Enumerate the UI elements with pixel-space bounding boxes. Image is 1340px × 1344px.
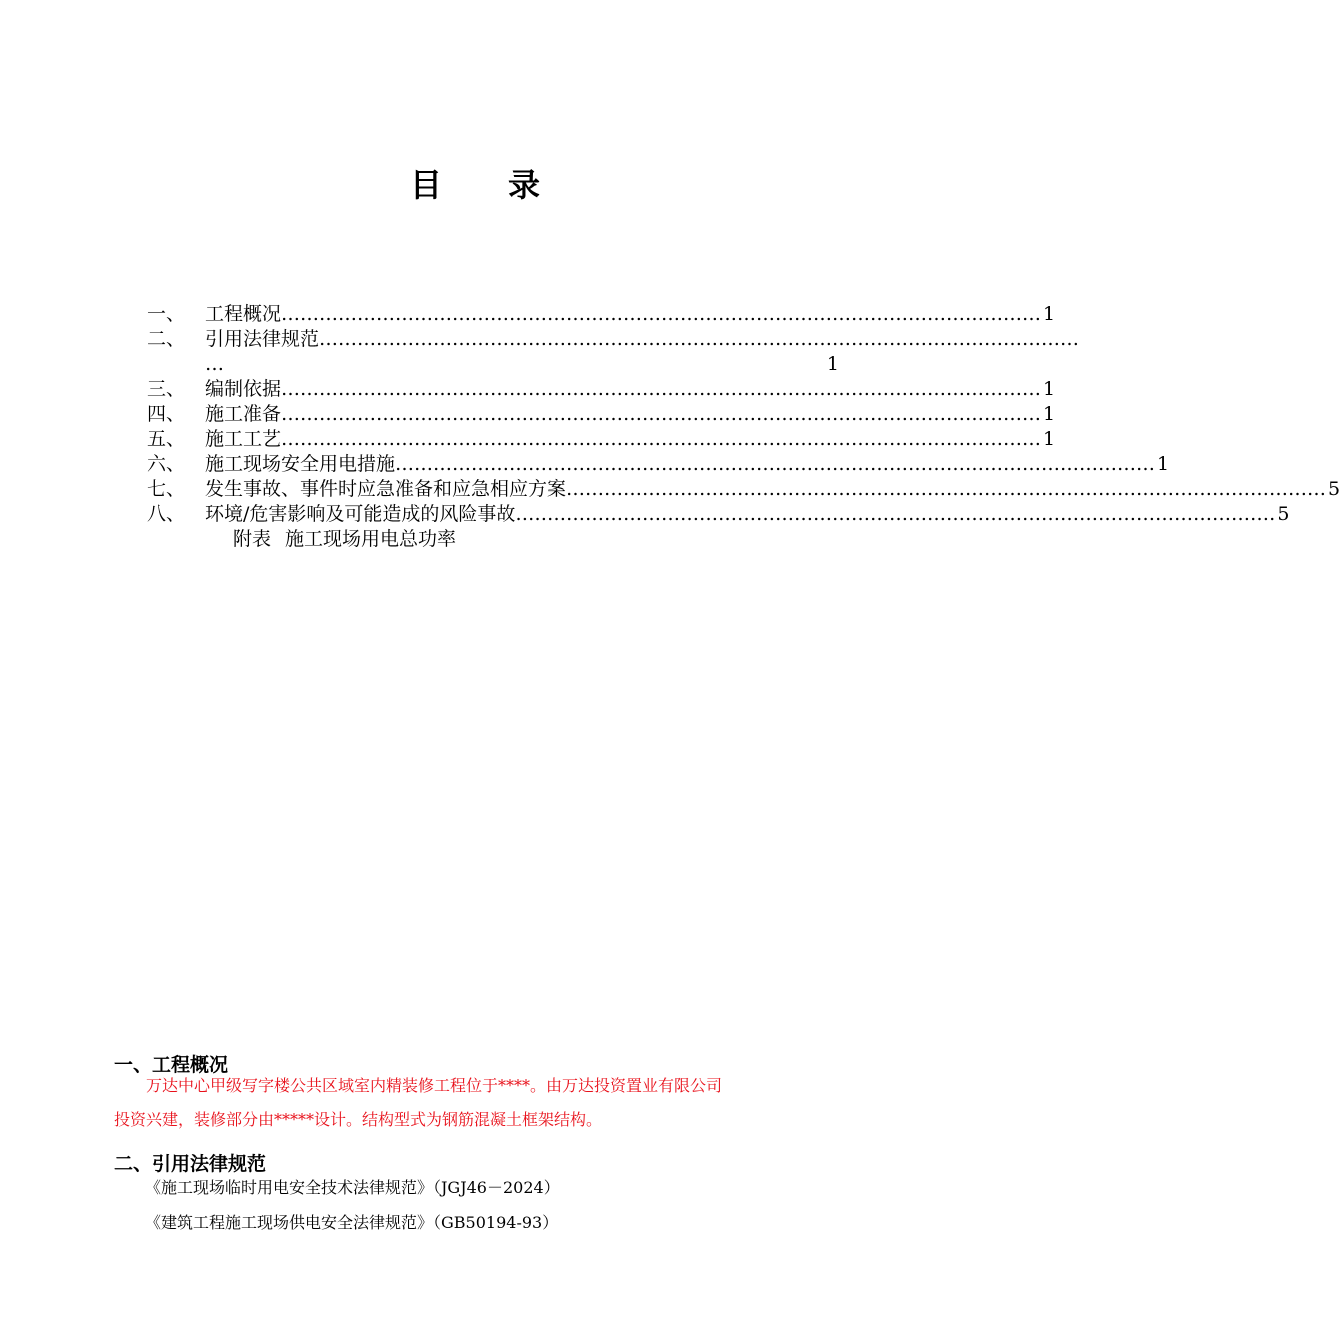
- toc-leader-dots: …………………………………………………………………………………………………………: [515, 503, 1276, 525]
- toc-leader-dots: …………………………………………………………………………………………………………: [281, 428, 1042, 450]
- toc-entry[interactable]: [147, 427, 1056, 452]
- section-heading-references: 二、引用法律规范: [114, 1153, 267, 1175]
- toc-entry-number: 五、: [147, 428, 186, 450]
- toc-entry[interactable]: [147, 327, 1080, 352]
- toc-entry-number: 八、: [147, 503, 186, 525]
- toc-leader-dots: …………………………………………………………………………………………………………: [395, 453, 1156, 475]
- overview-line: 万达中心甲级写字楼公共区域室内精装修工程位于****。由万达投资置业有限公司: [146, 1076, 723, 1095]
- toc-entry-page: 5: [1277, 503, 1290, 525]
- toc-leader-dots: …………………………………………………………………………………………………………: [281, 378, 1042, 400]
- toc-entry[interactable]: [147, 477, 1340, 502]
- toc-entry-number: 四、: [147, 403, 186, 425]
- toc-leader-dots: …………………………………………………………………………………………………………: [566, 478, 1327, 500]
- toc-leader-dots: …………………………………………………………………………………………………………: [281, 403, 1042, 425]
- toc-entry[interactable]: [147, 377, 1056, 402]
- toc-entry-page: 1: [1043, 378, 1056, 400]
- toc-leader-dots: …: [205, 353, 224, 375]
- toc-leader-dots: …………………………………………………………………………………………………………: [319, 328, 1080, 350]
- reference-item: 《建筑工程施工现场供电安全法律规范》（GB50194-93）: [145, 1213, 559, 1232]
- toc-title-char-2: 录: [508, 166, 541, 204]
- toc-leader-dots: …………………………………………………………………………………………………………: [281, 303, 1042, 325]
- toc-entry-title: 施工现场安全用电措施: [205, 453, 396, 475]
- overview-line: 投资兴建，装修部分由*****设计。结构型式为钢筋混凝土框架结构。: [114, 1110, 603, 1129]
- overview-paragraph: [114, 1069, 864, 1137]
- toc-entry-page: 1: [1157, 453, 1170, 475]
- section-heading-overview: 一、工程概况: [114, 1054, 229, 1076]
- toc-title: [0, 160, 950, 206]
- toc-entry-number: 三、: [147, 378, 186, 400]
- toc-appendix-label: 附表: [233, 528, 272, 550]
- toc-entry-title: 工程概况: [205, 303, 282, 325]
- toc-entry-number: 一、: [147, 303, 186, 325]
- toc-entry-page: 1: [1043, 428, 1056, 450]
- toc-entry-page: 1: [1043, 303, 1056, 325]
- reference-item: 《施工现场临时用电安全技术法律规范》（JGJ46－2024）: [145, 1178, 560, 1197]
- toc-entry-number: 六、: [147, 453, 186, 475]
- toc-entry-page: 1: [826, 353, 839, 375]
- toc-entry-title: 编制依据: [205, 378, 282, 400]
- toc-entry-page: 5: [1328, 478, 1340, 500]
- toc-entry-continuation: [147, 352, 839, 377]
- toc-entry-title: 发生事故、事件时应急准备和应急相应方案: [205, 478, 567, 500]
- toc-title-char-1: 目: [409, 166, 442, 204]
- toc-entry-title: 环境/危害影响及可能造成的风险事故: [205, 503, 516, 525]
- toc-entry-number: 二、: [147, 328, 186, 350]
- toc-appendix-title: 施工现场用电总功率: [285, 528, 457, 550]
- toc-entry[interactable]: [147, 502, 1290, 527]
- toc-appendix[interactable]: [147, 527, 839, 552]
- toc-entry-title: 施工工艺: [205, 428, 282, 450]
- toc-entry-number: 七、: [147, 478, 186, 500]
- toc-entry[interactable]: [147, 302, 1056, 327]
- toc-entry-title: 施工准备: [205, 403, 282, 425]
- toc-entry-title: 引用法律规范: [205, 328, 320, 350]
- toc-entry[interactable]: [147, 452, 1170, 477]
- table-of-contents: [147, 302, 1340, 552]
- toc-entry[interactable]: [147, 402, 1056, 427]
- toc-entry-page: 1: [1043, 403, 1056, 425]
